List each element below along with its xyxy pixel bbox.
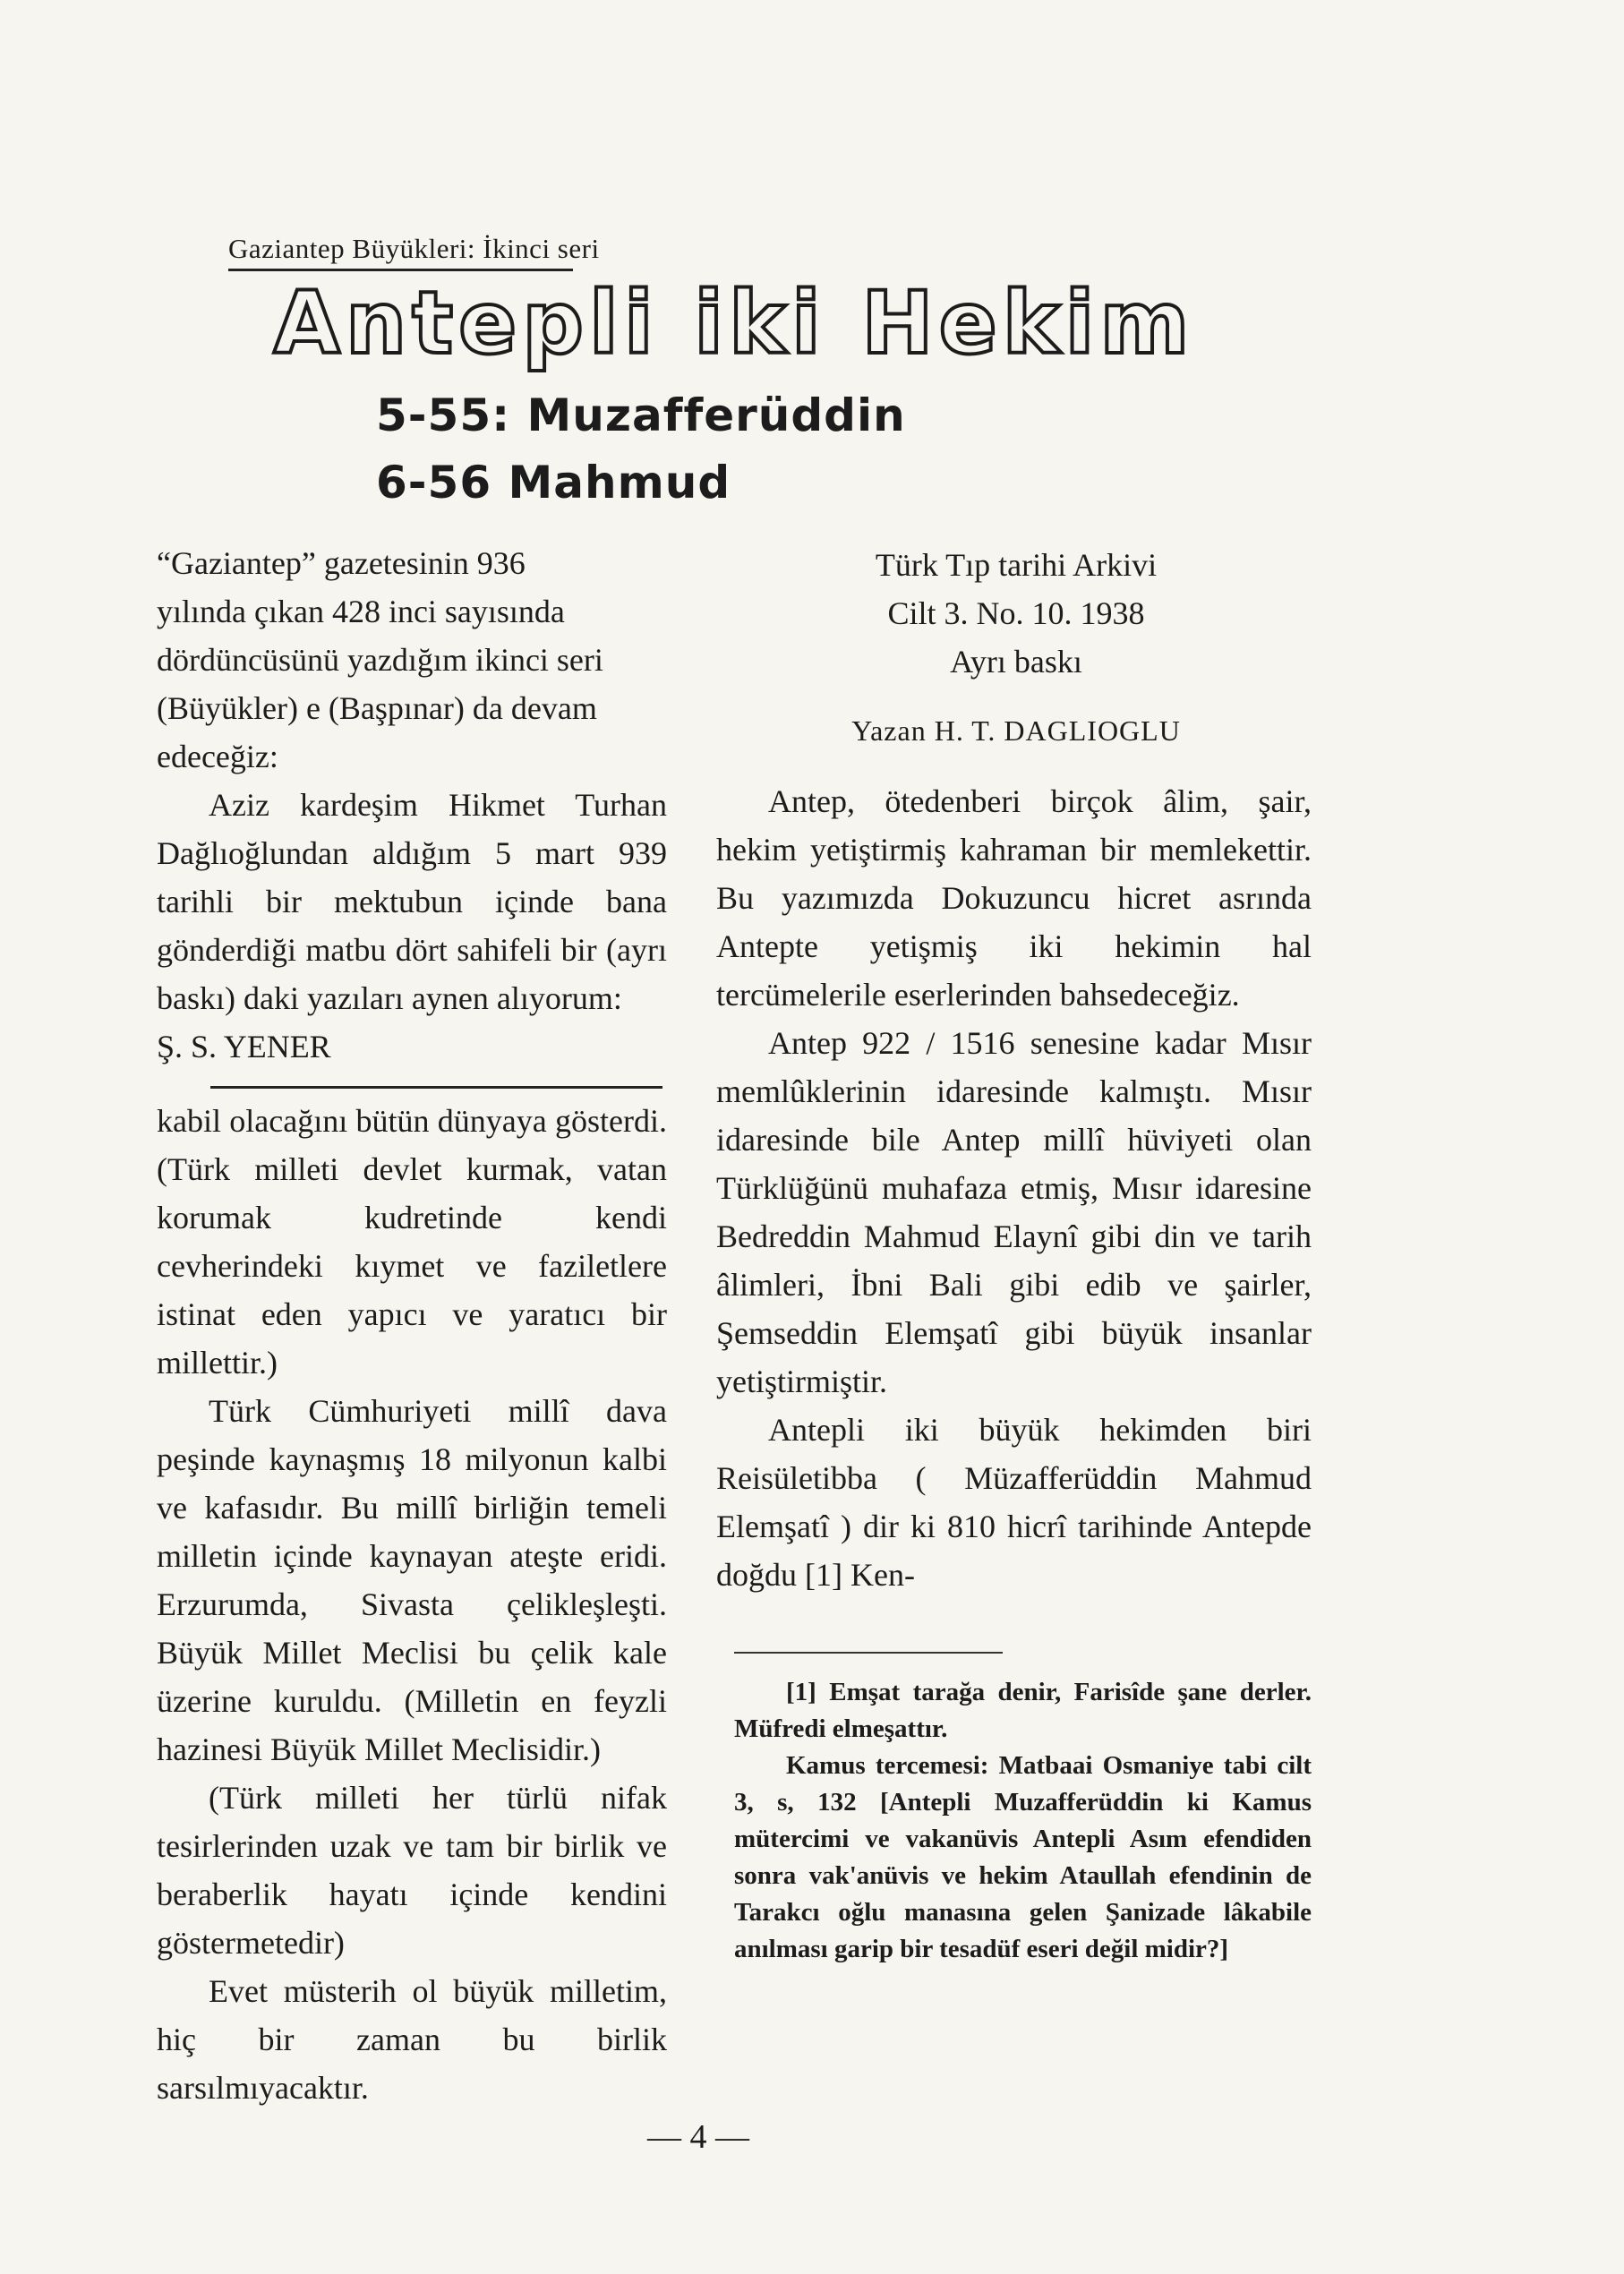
intro-paragraph: Aziz kardeşim Hikmet Turhan Dağlıoğlundan aldığım 5 mart 939 tarihli bir mektubun içinde bana gönderdiği matbu dört sahifeli bir (ayrı baskı) daki yazıları aynen alıyorum: bbox=[157, 787, 667, 1016]
source-line: Türk Tıp tarihi Arkivi bbox=[875, 547, 1158, 583]
left-paragraph: Türk Cümhuriyeti millî dava peşinde kaynaşmış 18 milyonun kalbi ve kafasıdır. Bu millî birliğin temeli milletin içinde kaynayan ateşte eridi. Erzurumda, Sivasta çelikleşleşti. Büyük Millet Meclisi bu çelik kale üzerine kuruldu. (Milletin en feyzli hazinesi Büyük Millet Meclisidir.) bbox=[157, 1393, 667, 1767]
main-title: Antepli iki Hekim bbox=[273, 273, 1195, 373]
subtitle-mahmud: 6-56 Mahmud bbox=[376, 457, 731, 509]
left-paragraph: (Türk milleti her türlü nifak tesirlerinden uzak ve tam bir birlik ve beraberlik hayatı içinde kendini göstermetedir) bbox=[157, 1780, 667, 1961]
intro-line: edeceğiz: bbox=[157, 739, 278, 774]
left-paragraph: kabil olacağını bütün dünyaya gösterdi. (Türk milleti devlet kurmak, vatan korumak kudretinde kendi cevherindeki kıymet ve faziletlere istinat eden yapıcı ve yaratıcı bir millettir.) bbox=[157, 1103, 667, 1381]
footnote: [1] Emşat tarağa denir, Farisîde şane derler. Müfredi elmeşattır. bbox=[734, 1678, 1312, 1743]
left-body-text bbox=[157, 1097, 667, 2112]
intro-signature: Ş. S. YENER bbox=[157, 1029, 331, 1064]
left-column-divider bbox=[210, 1086, 662, 1089]
source-line: Ayrı baskı bbox=[950, 644, 1082, 680]
series-heading: Gaziantep Büyükleri: İkinci seri bbox=[228, 233, 600, 264]
source-line: Cilt 3. No. 10. 1938 bbox=[887, 595, 1145, 631]
intro-block bbox=[157, 539, 667, 1071]
page-number: — 4 — bbox=[647, 2118, 749, 2156]
author-byline: Yazan H. T. DAGLIOGLU bbox=[851, 714, 1181, 747]
series-underline bbox=[228, 269, 573, 271]
right-paragraph: Antepli iki büyük hekimden biri Reisületibba ( Müzafferüddin Mahmud Elemşatî ) dir ki 810 hicrî tarihinde Antepde doğdu [1] Ken- bbox=[716, 1412, 1312, 1593]
right-paragraph: Antep 922 / 1516 senesine kadar Mısır memlûklerinin idaresinde kalmıştı. Mısır idaresinde bile Antep millî hüviyeti olan Türklüğünü muhafaza etmiş, Mısır idaresine Bedreddin Mahmud Elaynî gibi din ve tarih âlimleri, İbni Bali gibi edib ve şairler, Şemseddin Elemşatî gibi büyük insanlar yetiştirmiştir. bbox=[716, 1025, 1312, 1399]
footnote-divider bbox=[734, 1652, 1003, 1654]
intro-line: (Büyükler) e (Başpınar) da devam bbox=[157, 690, 597, 726]
footnotes bbox=[734, 1674, 1312, 1968]
right-paragraph: Antep, ötedenberi birçok âlim, şair, hekim yetiştirmiş kahraman bir memlekettir. Bu yazımızda Dokuzuncu hicret asrında Antepte yetişmiş iki hekimin hal tercümelerile eserlerinden bahsedeceğiz. bbox=[716, 783, 1312, 1013]
left-paragraph: Evet müsterih ol büyük milletim, hiç bir zaman bu birlik sarsılmıyacaktır. bbox=[157, 1973, 667, 2106]
footnote: Kamus tercemesi: Matbaai Osmaniye tabi cilt 3, s, 132 [Antepli Muzafferüddin ki Kamus mütercimi ve vakanüvis Antepli Asım efendiden sonra vak'anüvis ve hekim Ataullah efendinin de Tarakcı oğlu manasına gelen Şanizade lâkabile anılması garip bir tesadüf eseri değil midir?] bbox=[734, 1751, 1312, 1963]
intro-line: dördüncüsünü yazdığım ikinci seri bbox=[157, 642, 603, 678]
intro-line: yılında çıkan 428 inci sayısında bbox=[157, 594, 565, 629]
intro-line: “Gaziantep” gazetesinin 936 bbox=[157, 545, 526, 581]
right-body-text bbox=[716, 777, 1312, 1599]
subtitle-muzafferuddin: 5-55: Muzafferüddin bbox=[376, 389, 906, 441]
source-citation bbox=[806, 541, 1227, 686]
